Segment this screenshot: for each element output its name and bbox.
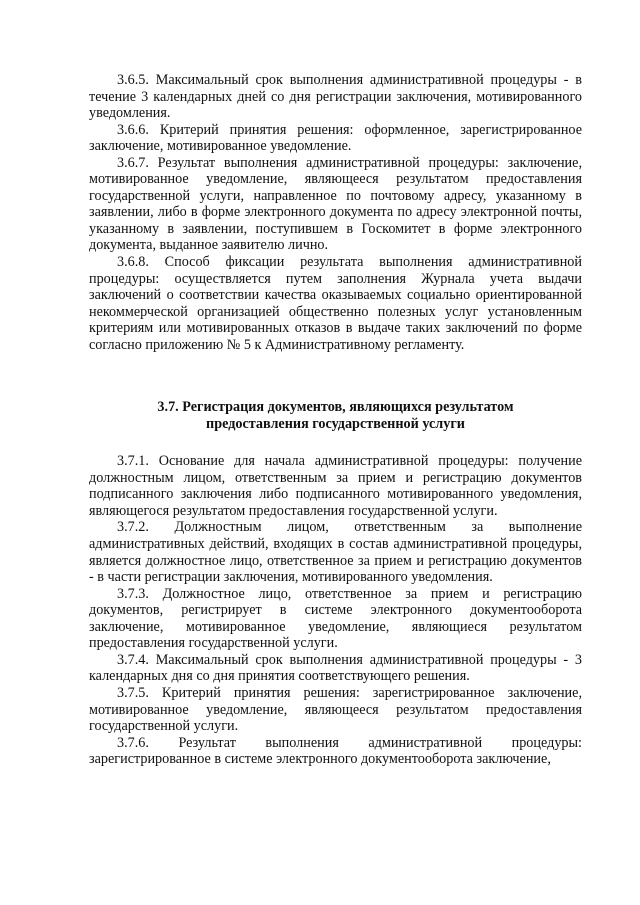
document-page (89, 72, 582, 768)
paragraph-3-7-4: 3.7.4. Максимальный срок выполнения административной процедуры - 3 календарных дня со дня принятия соответствующего решения. (89, 651, 582, 685)
paragraph-3-6-7: 3.6.7. Результат выполнения административной процедуры: заключение, мотивированное уведомление, являющееся результатом предоставления государственной услуги, направленное по почтовому адресу, указанному в заявлении, либо в форме электронного документа по адресу электронной почты, указанному в заявлении, поступившем в Госкомитет в форме электронного документа, выданное заявителю лично. (89, 154, 582, 254)
section-heading-3-7 (89, 399, 582, 433)
paragraph-3-7-3: 3.7.3. Должностное лицо, ответственное за прием и регистрацию документов, регистрирует в системе электронного документооборота заключение, мотивированное уведомление, являющиеся результатом предоставления государственной услуги. (89, 585, 582, 652)
section-heading-line-2: предоставления государственной услуги (206, 416, 465, 433)
paragraph-3-7-5: 3.7.5. Критерий принятия решения: зарегистрированное заключение, мотивированное уведомление, являющееся результатом предоставления государственной услуги. (89, 684, 582, 735)
paragraph-3-6-5: 3.6.5. Максимальный срок выполнения административной процедуры - в течение 3 календарных дней со дня регистрации заключения, мотивированного уведомления. (89, 72, 582, 122)
paragraph-3-7-6: 3.7.6. Результат выполнения административной процедуры: зарегистрированное в системе электронного документооборота заключение, (89, 734, 582, 768)
section-heading-line-1: 3.7. Регистрация документов, являющихся результатом (157, 399, 514, 416)
paragraph-3-7-2: 3.7.2. Должностным лицом, ответственным за выполнение административных действий, входящих в состав административной процедуры, является должностное лицо, ответственное за прием и регистрацию документов - в части регистрации заключения, мотивированного уведомления. (89, 519, 582, 586)
paragraph-3-7-1: 3.7.1. Основание для начала административной процедуры: получение должностным лицом, ответственным за прием и регистрацию документов подписанного заключения либо подписанного мотивированного уведомления, являющегося результатом предоставления государственной услуги. (89, 453, 582, 519)
paragraph-3-6-6: 3.6.6. Критерий принятия решения: оформленное, зарегистрированное заключение, мотивированное уведомление. (89, 121, 582, 155)
paragraph-3-6-8: 3.6.8. Способ фиксации результата выполнения административной процедуры: осуществляется путем заполнения Журнала учета выдачи заключений о соответствии качества оказываемых социально ориентированной некоммерческой организацией общественно полезных услуг установленным критериям или мотивированных отказов в выдаче таких заключений по форме согласно приложению № 5 к Административному регламенту. (89, 254, 582, 353)
